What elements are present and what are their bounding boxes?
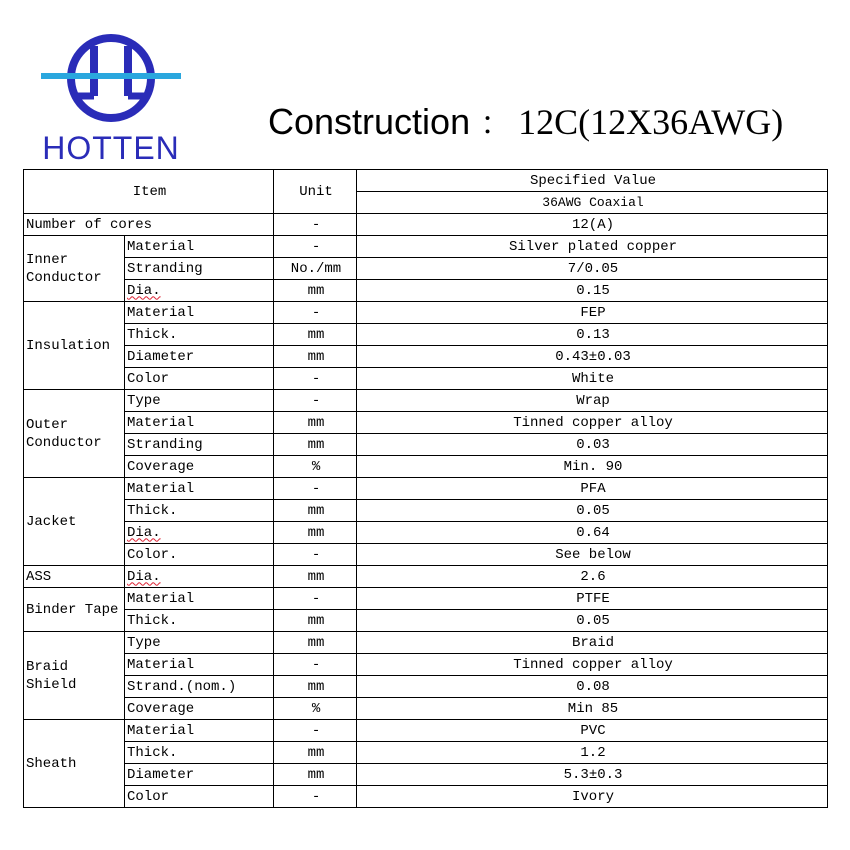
row-item-text: Material bbox=[127, 480, 195, 497]
row-value: Tinned copper alloy bbox=[357, 412, 828, 434]
row-value: 1.2 bbox=[357, 742, 828, 764]
table-row bbox=[24, 566, 828, 588]
row-value: Min 85 bbox=[357, 698, 828, 720]
row-unit: mm bbox=[274, 412, 357, 434]
row-unit: mm bbox=[274, 346, 357, 368]
group-label-line: Inner bbox=[26, 251, 69, 268]
row-item-text: Diameter bbox=[127, 348, 195, 365]
table-row bbox=[24, 368, 828, 390]
row-item bbox=[125, 500, 274, 522]
row-item-text: Material bbox=[127, 722, 195, 739]
table-row bbox=[24, 412, 828, 434]
table-row bbox=[24, 588, 828, 610]
group-label-line: Outer bbox=[26, 416, 69, 433]
row-value: 0.13 bbox=[357, 324, 828, 346]
table-row bbox=[24, 390, 828, 412]
row-unit: - bbox=[274, 390, 357, 412]
row-item bbox=[125, 412, 274, 434]
row-item bbox=[125, 764, 274, 786]
group-label bbox=[24, 390, 125, 478]
header-sub-value: 36AWG Coaxial bbox=[357, 192, 828, 214]
table-row bbox=[24, 434, 828, 456]
row-unit: - bbox=[274, 588, 357, 610]
table-row bbox=[24, 698, 828, 720]
row-value: 0.05 bbox=[357, 610, 828, 632]
row-value: White bbox=[357, 368, 828, 390]
row-value: Min. 90 bbox=[357, 456, 828, 478]
row-label-number-of-cores: Number of cores bbox=[24, 214, 274, 236]
row-unit: mm bbox=[274, 676, 357, 698]
group-label-line: Conductor bbox=[26, 434, 102, 451]
row-item bbox=[125, 588, 274, 610]
row-item-text: Stranding bbox=[127, 260, 203, 277]
row-value: Tinned copper alloy bbox=[357, 654, 828, 676]
row-unit: - bbox=[274, 236, 357, 258]
row-unit: mm bbox=[274, 610, 357, 632]
table-row bbox=[24, 742, 828, 764]
group-label bbox=[24, 302, 125, 390]
row-unit: - bbox=[274, 544, 357, 566]
row-item bbox=[125, 456, 274, 478]
row-value: 0.08 bbox=[357, 676, 828, 698]
row-value: Silver plated copper bbox=[357, 236, 828, 258]
table-row bbox=[24, 280, 828, 302]
row-item bbox=[125, 522, 274, 544]
row-value: 0.15 bbox=[357, 280, 828, 302]
row-value: Ivory bbox=[357, 786, 828, 808]
row-unit: - bbox=[274, 214, 357, 236]
row-value: FEP bbox=[357, 302, 828, 324]
row-unit: No./mm bbox=[274, 258, 357, 280]
row-item-text: Color. bbox=[127, 546, 178, 563]
title-label: Construction bbox=[268, 101, 471, 142]
row-item-text: Dia. bbox=[127, 568, 161, 585]
header-specified-value: Specified Value bbox=[357, 170, 828, 192]
row-unit: - bbox=[274, 654, 357, 676]
row-value: Wrap bbox=[357, 390, 828, 412]
page-title bbox=[268, 98, 783, 144]
group-label bbox=[24, 588, 125, 632]
spec-table bbox=[23, 169, 828, 808]
row-unit: mm bbox=[274, 522, 357, 544]
group-label-line: Sheath bbox=[26, 755, 77, 772]
row-item-text: Thick. bbox=[127, 612, 178, 629]
row-item bbox=[125, 346, 274, 368]
group-label-line: Conductor bbox=[26, 269, 102, 286]
row-item-text: Material bbox=[127, 656, 195, 673]
row-value: PFA bbox=[357, 478, 828, 500]
row-value: 7/0.05 bbox=[357, 258, 828, 280]
row-item bbox=[125, 544, 274, 566]
row-item bbox=[125, 676, 274, 698]
row-item-text: Coverage bbox=[127, 700, 195, 717]
row-unit: mm bbox=[274, 324, 357, 346]
row-item-text: Coverage bbox=[127, 458, 195, 475]
row-unit: % bbox=[274, 456, 357, 478]
row-value: PTFE bbox=[357, 588, 828, 610]
row-item bbox=[125, 434, 274, 456]
row-unit: - bbox=[274, 786, 357, 808]
row-value: 0.05 bbox=[357, 500, 828, 522]
row-value: 0.64 bbox=[357, 522, 828, 544]
row-value: 0.43±0.03 bbox=[357, 346, 828, 368]
row-item bbox=[125, 478, 274, 500]
group-label-line: Shield bbox=[26, 676, 77, 693]
table-row bbox=[24, 676, 828, 698]
row-value: 2.6 bbox=[357, 566, 828, 588]
row-unit: mm bbox=[274, 764, 357, 786]
table-row bbox=[24, 456, 828, 478]
header-unit: Unit bbox=[274, 170, 357, 214]
group-label-line: Jacket bbox=[26, 513, 77, 530]
row-unit: - bbox=[274, 368, 357, 390]
group-label-line: Insulation bbox=[26, 337, 111, 354]
row-value: 5.3±0.3 bbox=[357, 764, 828, 786]
row-unit: mm bbox=[274, 632, 357, 654]
row-item bbox=[125, 302, 274, 324]
row-item bbox=[125, 698, 274, 720]
table-row bbox=[24, 302, 828, 324]
row-unit: - bbox=[274, 302, 357, 324]
row-item-text: Material bbox=[127, 238, 195, 255]
table-row bbox=[24, 786, 828, 808]
row-item-text: Type bbox=[127, 392, 161, 409]
row-item-text: Thick. bbox=[127, 744, 178, 761]
group-label bbox=[24, 236, 125, 302]
table-row bbox=[24, 720, 828, 742]
table-row bbox=[24, 324, 828, 346]
row-item-text: Color bbox=[127, 370, 170, 387]
row-value: PVC bbox=[357, 720, 828, 742]
row-item bbox=[125, 258, 274, 280]
logo-mark-icon bbox=[38, 30, 184, 130]
logo-brand-text: HOTTEN bbox=[42, 130, 180, 166]
table-row bbox=[24, 522, 828, 544]
group-label bbox=[24, 632, 125, 720]
row-item bbox=[125, 742, 274, 764]
row-item bbox=[125, 786, 274, 808]
table-row bbox=[24, 610, 828, 632]
row-item-text: Thick. bbox=[127, 502, 178, 519]
row-item-text: Color bbox=[127, 788, 170, 805]
row-item bbox=[125, 324, 274, 346]
header-item: Item bbox=[24, 170, 274, 214]
row-item-text: Thick. bbox=[127, 326, 178, 343]
table-row bbox=[24, 478, 828, 500]
row-item-text: Diameter bbox=[127, 766, 195, 783]
row-unit: - bbox=[274, 720, 357, 742]
group-label-line: Binder Tape bbox=[26, 601, 119, 618]
title-separator: ： bbox=[480, 104, 513, 142]
row-value: 0.03 bbox=[357, 434, 828, 456]
group-label bbox=[24, 478, 125, 566]
row-unit: mm bbox=[274, 742, 357, 764]
row-item-text: Strand.(nom.) bbox=[127, 678, 237, 695]
row-value: See below bbox=[357, 544, 828, 566]
table-row bbox=[24, 258, 828, 280]
table-row bbox=[24, 236, 828, 258]
row-item-text: Material bbox=[127, 304, 195, 321]
row-unit: mm bbox=[274, 566, 357, 588]
row-item bbox=[125, 566, 274, 588]
row-value: 12(A) bbox=[357, 214, 828, 236]
row-item bbox=[125, 654, 274, 676]
row-item bbox=[125, 632, 274, 654]
header-row bbox=[24, 170, 828, 192]
row-unit: mm bbox=[274, 434, 357, 456]
group-label-line: Braid bbox=[26, 658, 69, 675]
row-unit: % bbox=[274, 698, 357, 720]
table-row bbox=[24, 214, 828, 236]
row-unit: mm bbox=[274, 500, 357, 522]
row-unit: - bbox=[274, 478, 357, 500]
group-label bbox=[24, 720, 125, 808]
row-item-text: Material bbox=[127, 414, 195, 431]
group-label bbox=[24, 566, 125, 588]
table-row bbox=[24, 544, 828, 566]
table-row bbox=[24, 764, 828, 786]
table-row bbox=[24, 346, 828, 368]
row-item-text: Dia. bbox=[127, 282, 161, 299]
table-row bbox=[24, 632, 828, 654]
row-item bbox=[125, 236, 274, 258]
row-item bbox=[125, 280, 274, 302]
row-item bbox=[125, 610, 274, 632]
hotten-logo bbox=[38, 30, 184, 166]
row-item-text: Material bbox=[127, 590, 195, 607]
group-label-line: ASS bbox=[26, 568, 52, 585]
table-row bbox=[24, 654, 828, 676]
row-item-text: Type bbox=[127, 634, 161, 651]
title-value: 12C(12X36AWG) bbox=[518, 102, 784, 142]
row-item-text: Stranding bbox=[127, 436, 203, 453]
table-row bbox=[24, 500, 828, 522]
row-unit: mm bbox=[274, 280, 357, 302]
row-item bbox=[125, 720, 274, 742]
row-item-text: Dia. bbox=[127, 524, 161, 541]
row-item bbox=[125, 390, 274, 412]
row-value: Braid bbox=[357, 632, 828, 654]
row-item bbox=[125, 368, 274, 390]
